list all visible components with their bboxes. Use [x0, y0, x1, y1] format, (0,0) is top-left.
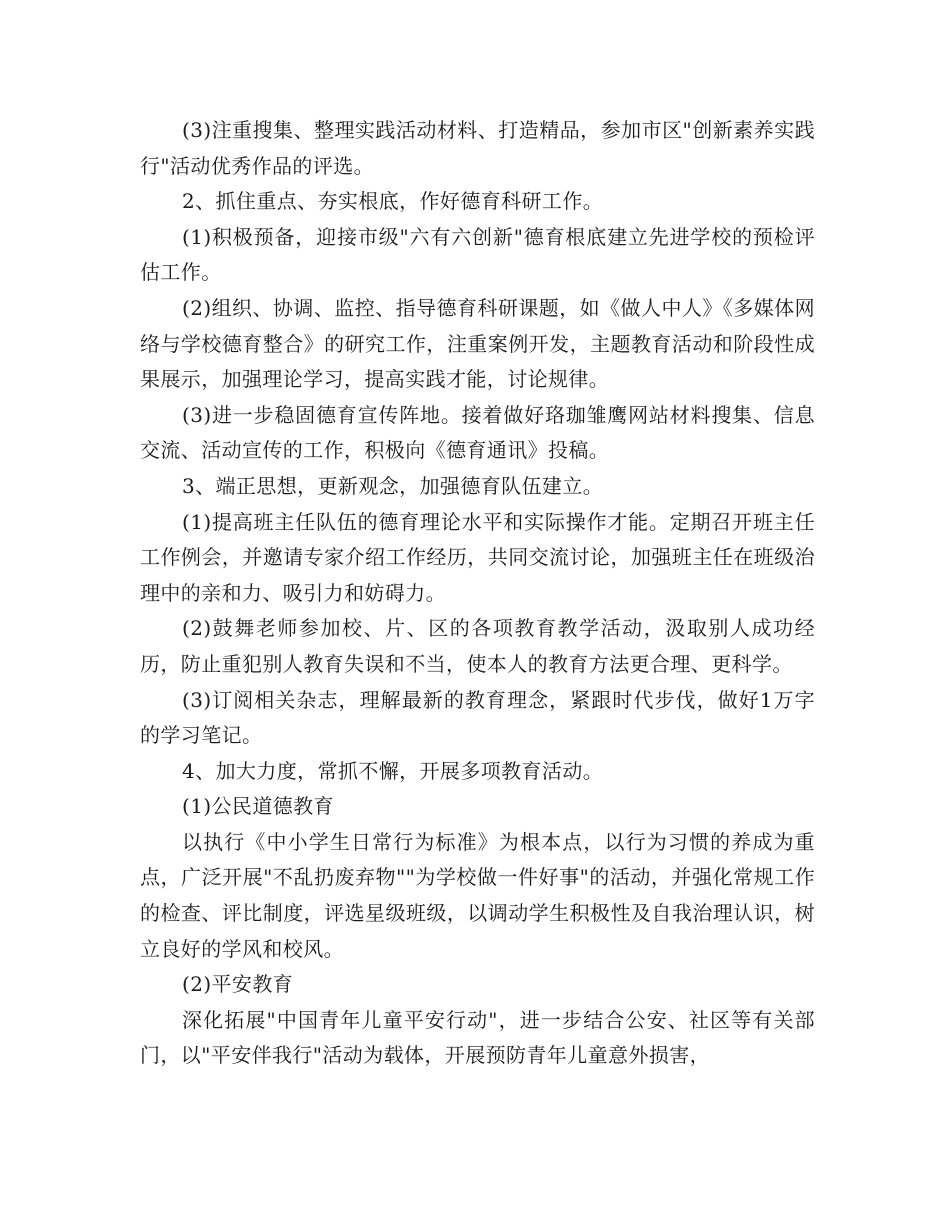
paragraph-item-3-study: (3)订阅相关杂志，理解最新的教育理念，紧跟时代步伐，做好1万字的学习笔记。	[140, 687, 815, 748]
section-heading-2: 2、抓住重点、夯实根底，作好德育科研工作。	[182, 189, 604, 214]
section-heading-3: 3、端正思想，更新观念，加强德育队伍建立。	[182, 473, 604, 498]
document-body	[140, 113, 815, 1074]
paragraph-safety-education: 深化拓展"中国青年儿童平安行动"，进一步结合公安、社区等有关部门，以"平安伴我行"活动为载体，开展预防青年儿童意外损害，	[140, 1007, 815, 1068]
subheading-civic-education: (1)公民道德教育	[182, 794, 334, 819]
paragraph-item-2-activities: (2)鼓舞老师参加校、片、区的各项教育教学活动，汲取别人成功经历，防止重犯别人教育失误和不当，使本人的教育方法更合理、更科学。	[140, 616, 815, 676]
paragraph-item-3-materials: (3)注重搜集、整理实践活动材料、打造精品，参加市区"创新素养实践行"活动优秀作品的评选。	[140, 118, 815, 178]
paragraph-item-1-teachers: (1)提高班主任队伍的德育理论水平和实际操作才能。定期召开班主任工作例会，并邀请专家介绍工作经历，共同交流讨论，加强班主任在班级治理中的亲和力、吸引力和妨碍力。	[140, 509, 815, 605]
paragraph-civic-education: 以执行《中小学生日常行为标准》为根本点，以行为习惯的养成为重点，广泛开展"不乱扔废弃物""为学校做一件好事"的活动，并强化常规工作的检查、评比制度，评选星级班级，以调动学生积极性及自我治理认识，树立良好的学风和校风。	[140, 829, 815, 961]
section-heading-4: 4、加大力度，常抓不懈，开展多项教育活动。	[182, 758, 604, 783]
paragraph-item-2-research: (2)组织、协调、监控、指导德育科研课题，如《做人中人》《多媒体网络与学校德育整合》的研究工作，注重案例开发，主题教育活动和阶段性成果展示，加强理论学习，提高实践才能，讨论规律。	[140, 295, 815, 392]
paragraph-item-1-inspection: (1)积极预备，迎接市级"六有六创新"德育根底建立先进学校的预检评估工作。	[140, 224, 815, 285]
paragraph-item-3-publicity: (3)进一步稳固德育宣传阵地。接着做好珞珈雏鹰网站材料搜集、信息交流、活动宣传的工作，积极向《德育通讯》投稿。	[140, 402, 815, 463]
subheading-safety-education: (2)平安教育	[182, 972, 294, 997]
